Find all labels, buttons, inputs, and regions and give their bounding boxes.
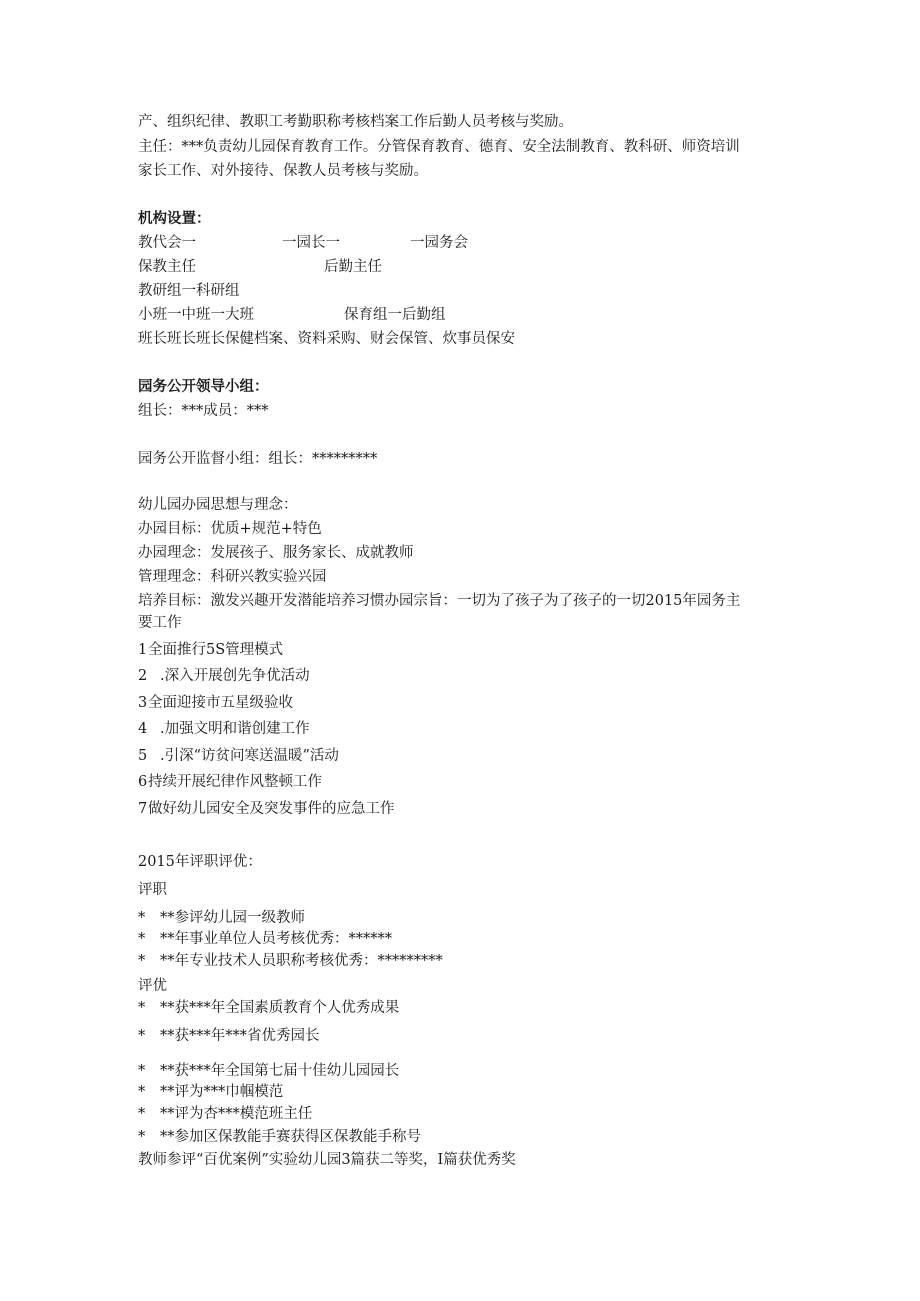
task-text: 持续开展纪律作风整顿工作 [148, 774, 322, 790]
org-item: 小班一中班一大班 [138, 307, 254, 323]
bullet: * [138, 1106, 146, 1122]
org-item: 保教主任 [138, 259, 196, 275]
bullet: * [138, 1129, 146, 1145]
philosophy-mgmt: 管理理念：科研兴教实验兴园 [138, 569, 327, 585]
award-item: **年事业单位人员考核优秀：****** [160, 931, 392, 947]
awards-sub-zhi: 评职 [138, 882, 167, 898]
task-text: 全面推行5S管理模式 [148, 642, 284, 658]
org-item: 后勤主任 [324, 259, 382, 275]
task-text: .加强文明和谐创建工作 [160, 721, 310, 737]
philosophy-train-2: 要工作 [138, 615, 182, 631]
leader-line: 组长：***成员：*** [138, 403, 269, 419]
philosophy-goal: 办园目标：优质+规范+特色 [138, 521, 322, 537]
philosophy-train-1: 培养目标：激发兴趣开发潜能培养习惯办园宗旨：一切为了孩子为了孩子的一切2015年园务主 [138, 593, 741, 609]
task-num: 2 [138, 668, 148, 684]
award-item: **获***年全国素质教育个人优秀成果 [160, 1000, 400, 1016]
award-item: **年专业技术人员职称考核优秀：********* [160, 953, 443, 969]
bullet: * [138, 1084, 146, 1100]
supervise-line: 园务公开监督小组：组长：********* [138, 451, 378, 467]
org-heading: 机构设置： [138, 210, 211, 227]
task-num: 3 [138, 695, 148, 711]
award-item: **评为杏***模范班主任 [160, 1106, 313, 1122]
intro-line-3: 家长工作、对外接待、保教人员考核与奖励。 [138, 163, 428, 179]
org-item: 一园长一 [282, 235, 340, 251]
awards-sub-you: 评优 [138, 978, 167, 994]
award-item: **参评幼儿园一级教师 [160, 910, 305, 926]
awards-heading: 2015年评职评优： [138, 854, 262, 870]
org-item: 教代会一 [138, 235, 196, 251]
task-text: .引深“访贫问寒送温暖”活动 [160, 748, 339, 764]
task-num: 4 [138, 721, 148, 737]
task-text: 做好幼儿园安全及突发事件的应急工作 [148, 801, 395, 817]
task-text: .深入开展创先争优活动 [160, 668, 310, 684]
org-item: 一园务会 [410, 235, 468, 251]
philosophy-heading: 幼儿园办园思想与理念： [138, 497, 298, 513]
org-row-3: 教研组一科研组 [138, 283, 240, 299]
bullet: * [138, 953, 146, 969]
leader-heading: 园务公开领导小组： [138, 378, 269, 395]
philosophy-idea: 办园理念：发展孩子、服务家长、成就教师 [138, 545, 414, 561]
bullet: * [138, 931, 146, 947]
bullet: * [138, 1028, 146, 1044]
award-item: **获***年全国第七届十佳幼儿园园长 [160, 1063, 400, 1079]
bullet: * [138, 1000, 146, 1016]
task-num: 7 [138, 801, 148, 817]
task-num: 5 [138, 748, 148, 764]
org-row-5: 班长班长班长保健档案、资料采购、财会保管、炊事员保安 [138, 331, 515, 347]
bullet: * [138, 910, 146, 926]
task-text: 全面迎接市五星级验收 [148, 695, 293, 711]
intro-line-2: 主任：***负责幼儿园保育教育工作。分管保育教育、德育、安全法制教育、教科研、师资培训 [138, 139, 740, 155]
awards-last: 教师参评“百优案例”实验幼儿园3篇获二等奖，I篇获优秀奖 [138, 1152, 516, 1168]
bullet: * [138, 1063, 146, 1079]
award-item: **参加区保教能手赛获得区保教能手称号 [160, 1129, 421, 1145]
task-num: 6 [138, 774, 148, 790]
award-item: **评为***巾帼模范 [160, 1084, 284, 1100]
org-item: 保育组一后勤组 [344, 307, 446, 323]
task-num: 1 [138, 642, 148, 658]
intro-line-1: 产、组织纪律、教职工考勤职称考核档案工作后勤人员考核与奖励。 [138, 114, 573, 130]
award-item: **获***年***省优秀园长 [160, 1028, 320, 1044]
